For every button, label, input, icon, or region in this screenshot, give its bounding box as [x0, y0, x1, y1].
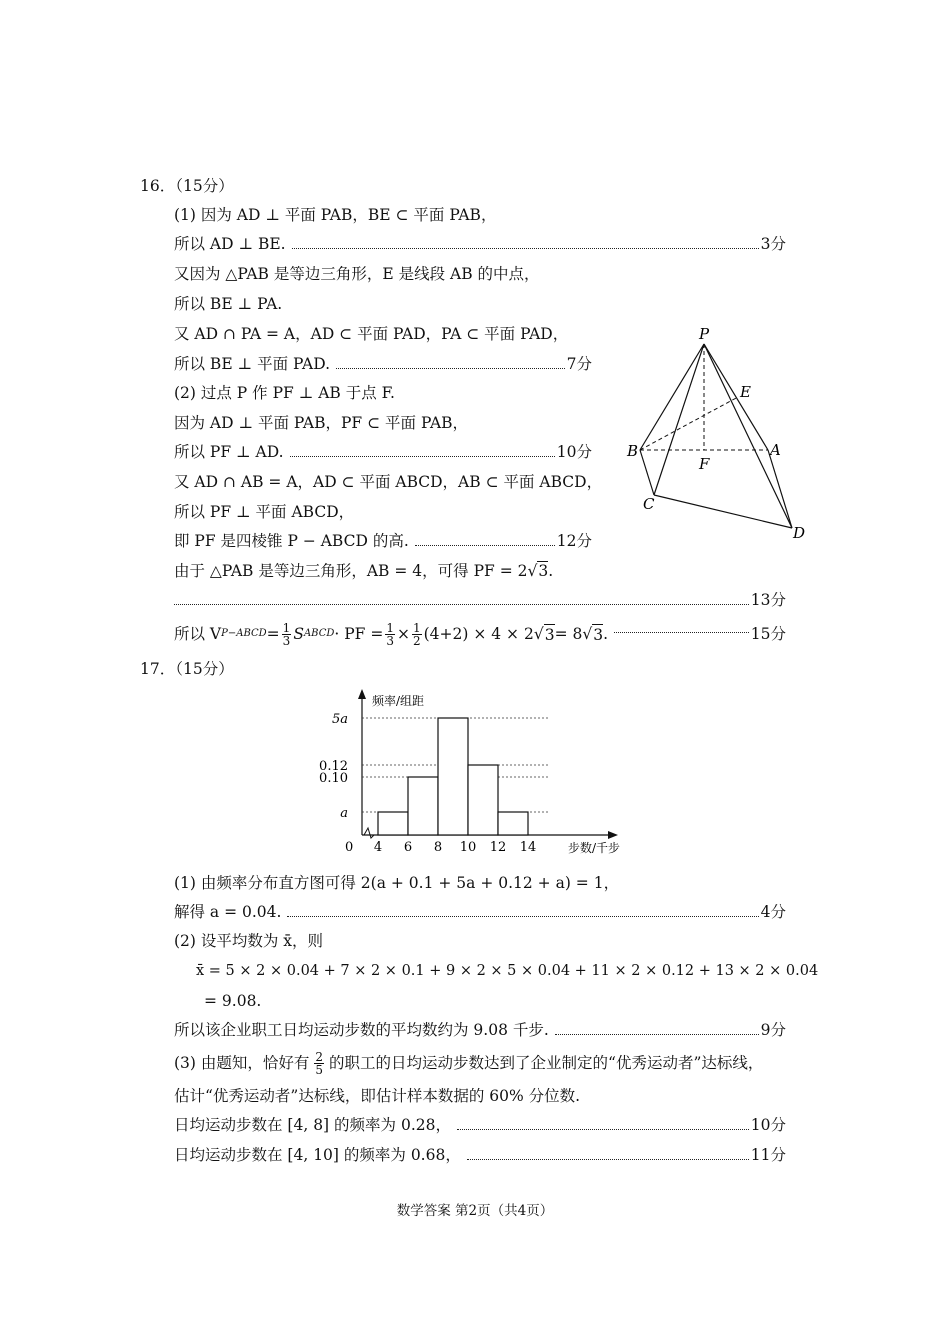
leader-dots [415, 545, 555, 546]
q16-text: 所以 AD ⊥ BE. [174, 235, 286, 253]
score: 7分 [566, 355, 592, 373]
q17-line [174, 1049, 763, 1077]
subscript: ABCD [303, 628, 335, 639]
x-axis-label: 步数/千步 [568, 841, 621, 855]
y-tick-label: 0.12 [319, 759, 348, 774]
q17-scored-line [174, 1020, 786, 1040]
text: S [293, 625, 304, 643]
sqrt-radicand: 3 [544, 625, 555, 644]
edge-PD [704, 344, 792, 528]
histogram-bar [498, 812, 528, 835]
subscript: P−ABCD [221, 628, 267, 639]
score: 9分 [760, 1021, 786, 1039]
histogram-bar [378, 812, 408, 835]
label-F: F [699, 455, 710, 473]
leader-dots [457, 1129, 749, 1130]
q17-line: (2) 设平均数为 x̄，则 [174, 932, 324, 950]
text: . [548, 562, 554, 580]
q17-line: 估计“优秀运动者”达标线，即估计样本数据的 60% 分位数. [174, 1087, 581, 1105]
q16-line: 由于 △PAB 是等边三角形，AB = 4，可得 PF = 2√3. [174, 562, 554, 580]
q16-scored-line [174, 354, 592, 374]
score: 13分 [750, 591, 786, 609]
edge-PB [640, 344, 704, 450]
score: 15分 [750, 625, 786, 643]
x-tick-label: 4 [373, 840, 383, 855]
label-B: B [627, 442, 639, 460]
q16-line: 所以 PF ⊥ 平面 ABCD， [174, 503, 355, 521]
score: 11分 [750, 1146, 786, 1164]
origin-label: 0 [345, 840, 354, 855]
segment-BE-hidden [640, 397, 738, 450]
y-tick-label: a [340, 806, 348, 821]
leader-dots [287, 916, 758, 917]
y-axis-label: 频率/组距 [372, 694, 425, 708]
score: 4分 [760, 903, 786, 921]
label-E: E [740, 383, 751, 401]
leader-dots [614, 632, 749, 633]
q17-text: 解得 a = 0.04. [174, 903, 282, 921]
q17-scored-line [174, 1145, 786, 1165]
q16-scored-line [174, 590, 786, 610]
q16-line: 因为 AD ⊥ 平面 PAB，PF ⊂ 平面 PAB， [174, 414, 469, 432]
text: = [266, 625, 280, 643]
q16-line: 又 AD ∩ PA = A，AD ⊂ 平面 PAD，PA ⊂ 平面 PAD， [174, 325, 569, 343]
q17-line: (1) 由频率分布直方图可得 2(a + 0.1 + 5a + 0.12 + a) = 1， [174, 874, 620, 892]
q17-text: 日均运动步数在 [4, 10] 的频率为 0.68， [174, 1146, 461, 1164]
label-D: D [793, 524, 806, 542]
leader-dots [292, 248, 759, 249]
q16-text: 所以 PF ⊥ AD. [174, 443, 284, 461]
text: 由于 △PAB 是等边三角形，AB = 4，可得 PF = 2 [174, 562, 528, 580]
q16-line: 又因为 △PAB 是等边三角形，E 是线段 AB 的中点， [174, 265, 540, 283]
edge-AD [768, 450, 792, 528]
q16-text: 即 PF 是四棱锥 P − ABCD 的高. [174, 532, 409, 550]
text: (3) 由题知，恰好有 [174, 1054, 310, 1072]
q16-line: (1) 因为 AD ⊥ 平面 PAB，BE ⊂ 平面 PAB， [174, 206, 497, 224]
text: × [396, 625, 410, 643]
edge-PA [704, 344, 768, 450]
q17-text: 日均运动步数在 [4, 8] 的频率为 0.28， [174, 1116, 451, 1134]
leader-dots [555, 1034, 759, 1035]
score: 10分 [750, 1116, 786, 1134]
score: 3分 [760, 235, 786, 253]
text: = 8 [554, 625, 583, 643]
q16-volume-line: 所以 V P−ABCD = $\frac{1}{3}$ S ABCD · PF = $\frac{1}{3}$ × $\frac{1}{2}$ (4+2) × 4 × 2 √ 3 = 8 √ 3 . 15分 [174, 620, 786, 648]
leader-dots [467, 1159, 749, 1160]
q17-line: = 9.08. [204, 992, 262, 1010]
y-tick-label: 5a [331, 712, 348, 727]
text: 的职工的日均运动步数达到了企业制定的“优秀运动者”达标线， [329, 1054, 764, 1072]
fraction: $\frac{1}{2}$ [412, 620, 421, 648]
y-tick-label: 0.10 [319, 771, 348, 786]
label-A: A [770, 441, 781, 459]
x-tick-label: 14 [519, 840, 537, 855]
x-tick-label: 6 [403, 840, 413, 855]
q16-scored-line [174, 531, 592, 551]
q16-line: (2) 过点 P 作 PF ⊥ AB 于点 F. [174, 384, 395, 402]
q17-line: x̄ = 5 × 2 × 0.04 + 7 × 2 × 0.1 + 9 × 2 × 5 × 0.04 + 11 × 2 × 0.12 + 13 × 2 × 0.04 [196, 963, 819, 979]
q16-text: 所以 BE ⊥ 平面 PAD. [174, 355, 330, 373]
pyramid-figure [620, 320, 820, 550]
q17-header: 17．（15分） [140, 660, 234, 678]
histogram-chart [300, 685, 650, 860]
x-tick-label: 10 [459, 840, 477, 855]
text: . [603, 625, 609, 643]
sqrt-radicand: 3 [538, 562, 549, 580]
page-footer: 数学答案 第2页（共4页） [396, 1203, 554, 1219]
q16-scored-line [174, 442, 592, 462]
fraction: $\frac{2}{5}$ [315, 1049, 324, 1077]
text: 所以 V [174, 625, 222, 643]
sqrt-radicand: 3 [593, 625, 604, 644]
leader-dots [336, 368, 565, 369]
fraction: $\frac{1}{3}$ [386, 620, 394, 648]
q16-scored-line [174, 234, 786, 254]
text: · PF = [334, 625, 384, 643]
leader-dots [174, 604, 749, 605]
x-axis-arrow [608, 831, 618, 839]
x-tick-label: 8 [433, 840, 443, 855]
histogram-bar [408, 777, 438, 835]
score: 10分 [556, 443, 592, 461]
fraction: $\frac{1}{3}$ [282, 620, 291, 648]
y-axis-arrow [358, 689, 366, 699]
axis-break-mark [364, 828, 374, 838]
histogram-bar [468, 765, 498, 835]
q17-scored-line [174, 1115, 786, 1135]
text: (4+2) × 4 × 2 [423, 625, 534, 643]
label-C: C [643, 495, 655, 513]
q16-line: 所以 BE ⊥ PA. [174, 295, 283, 313]
q16-line: 又 AD ∩ AB = A，AD ⊂ 平面 ABCD，AB ⊂ 平面 ABCD， [174, 473, 603, 491]
q17-scored-line [174, 902, 786, 922]
score: 12分 [556, 532, 592, 550]
edge-CD [654, 495, 792, 528]
histogram-bar [438, 718, 468, 835]
q16-header: 16．（15分） [140, 177, 234, 195]
x-tick-label: 12 [489, 840, 507, 855]
label-P: P [699, 325, 710, 343]
q17-text: 所以该企业职工日均运动步数的平均数约为 9.08 千步. [174, 1021, 549, 1039]
leader-dots [290, 456, 555, 457]
edge-BC [640, 450, 654, 495]
